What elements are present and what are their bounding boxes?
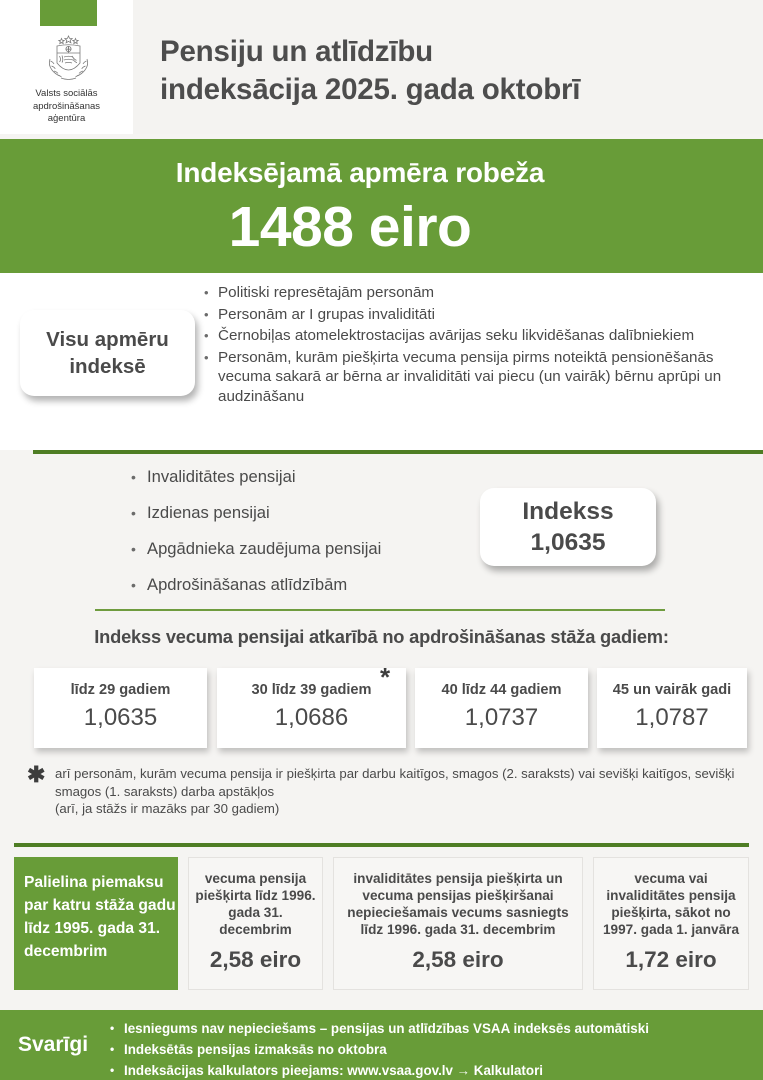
seniority-section-title: Indekss vecuma pensijai atkarībā no apdrošināšanas stāža gadiem: [94,626,669,647]
seniority-card [597,668,747,748]
index-bullet-list [131,466,481,610]
bullet-dot-icon: • [131,505,136,521]
bullet-dot-icon: • [131,469,136,485]
logo-green-bar [40,0,97,26]
seniority-card-label: 45 un vairāk gadi [612,682,732,698]
bullet-dot-icon: • [110,1063,115,1077]
full-amount-pill-line-1: Visu apmēru [46,328,169,351]
footnote [27,762,747,818]
bullet-dot-icon: • [204,349,209,365]
seniority-card [415,668,588,748]
seniority-card [34,668,207,748]
list-item-label: Iesniegums nav nepieciešams – pensijas un atlīdzības VSAA indeksēs automātiski [124,1021,649,1036]
asterisk-marker-icon: * [380,662,391,692]
logo-caption-line-2: apdrošināšanas [32,100,101,112]
logo-caption-line-1: Valsts sociālās [35,88,98,99]
seniority-card-label: 30 līdz 39 gadiem [251,682,372,698]
list-item[interactable] [110,1062,755,1079]
footnote-line-2: sevišķi kaitīgos, sevišķi smagos (1. saraksts) darba apstākļos [55,766,735,799]
bullet-dot-icon: • [110,1042,115,1056]
bullet-dot-icon: • [204,285,209,300]
seniority-card-value: 1,0787 [635,704,709,731]
index-section [0,454,763,610]
seniority-card-value: 1,0686 [274,704,349,731]
index-pill-value: 1,0635 [530,529,606,556]
supplement-box-value: 2,58 eiro [209,947,302,972]
supplement-box [333,857,583,990]
list-item-label: Apdrošināšanas atlīdzībām [147,575,348,594]
footer-bullet-list [110,1020,755,1080]
calculator-link-label[interactable]: Indeksācijas kalkulators pieejams: www.vsaa.gov.lv → Kalkulatori [124,1063,544,1078]
list-item [204,283,752,303]
list-item-label: Izdienas pensijai [147,503,270,522]
logo-caption-line-3: aģentūra [47,113,86,124]
supplement-box-value: 1,72 eiro [625,947,717,972]
footnote-text [55,765,747,818]
supplement-box-label: invaliditātes pensija piešķirta un vecuma pensijas piešķiršanai nepieciešamais vecums sasniegts līdz 1996. gada 31. decembrim [347,871,569,937]
bullet-dot-icon: • [131,577,136,593]
index-pill-title: Indekss [522,498,614,525]
list-item-label: Invaliditātes pensijai [147,467,296,486]
latvia-coat-of-arms-icon [42,33,95,83]
list-item [131,502,481,524]
supplement-box-label: vecuma pensija piešķirta līdz 1996. gada 31. decembrim [195,871,316,937]
list-item [131,574,481,596]
page-title-line-1: Pensiju un atlīdzību [160,35,433,68]
seniority-card-row [34,668,747,748]
bullet-dot-icon: • [131,541,136,557]
seniority-card-label: līdz 29 gadiem [70,682,171,698]
supplement-green-label: Palielina piemaksu par katru stāža gadu līdz 1995. gada 31. decembrim [14,857,178,990]
logo-caption [0,88,133,126]
full-amount-bullet-list [204,283,752,409]
footnote-line-3: (arī, ja stāžs ir mazāks par 30 gadiem) [55,801,280,817]
full-amount-pill-line-2: indeksē [69,355,146,378]
header [0,0,763,134]
supplement-section [0,847,763,1010]
list-item-label: Černobiļas atomelektrostacijas avārijas seku likvidēšanas dalībniekiem [218,327,695,345]
footnote-star-icon: ✱ [27,762,46,787]
list-item [131,538,481,560]
threshold-amount: 1488 eiro [228,195,472,259]
list-item [131,466,481,488]
list-item [110,1041,755,1058]
bullet-dot-icon: • [204,306,209,322]
footnote-line-1: arī personām, kurām vecuma pensija ir piešķirta par darbu kaitīgos, smagos (2. saraksts) vai [55,766,596,781]
supplement-box [593,857,749,990]
important-footer [0,1010,763,1080]
seniority-card [217,668,406,748]
bullet-dot-icon: • [110,1021,115,1035]
page-title-line-2: indeksācija 2025. gada oktobrī [160,73,581,106]
index-value-pill [480,488,656,566]
seniority-card-value: 1,0737 [464,704,539,731]
list-item-label: Apgādnieka zaudējuma pensijai [147,539,382,558]
full-amount-indexed-section [0,273,763,450]
list-item-label: Politiski represētajām personām [218,284,435,301]
threshold-subtitle: Indeksējamā apmēra robeža [175,157,545,188]
indexation-threshold-banner [0,139,763,273]
list-item [204,326,752,346]
list-item-label: Personām ar I grupas invaliditāti [218,305,435,323]
list-item [204,305,752,325]
footer-label: Svarīgi [18,1033,89,1056]
header-logo-panel [0,0,133,134]
supplement-box [188,857,323,990]
seniority-card-value: 1,0635 [83,704,158,731]
supplement-box-value: 2,58 eiro [412,947,504,972]
list-item [204,348,752,407]
seniority-card-label: 40 līdz 44 gadiem [441,682,562,698]
full-amount-pill [20,310,195,396]
list-item-label: Indeksētās pensijas izmaksās no oktobra [124,1042,387,1057]
bullet-dot-icon: • [204,328,209,344]
list-item-label: Personām, kurām piešķirta vecuma pensija pirms noteiktā pensionēšanās vecuma sakarā ar bērna ar invaliditāti vai piecu (un vairāk) bērnu aprūpi un audzināšanu [218,348,722,405]
supplement-box-label: vecuma vai invaliditātes pensija piešķirta, sākot no 1997. gada 1. janvāra [602,871,740,937]
list-item [110,1020,755,1037]
page-title [160,33,760,109]
